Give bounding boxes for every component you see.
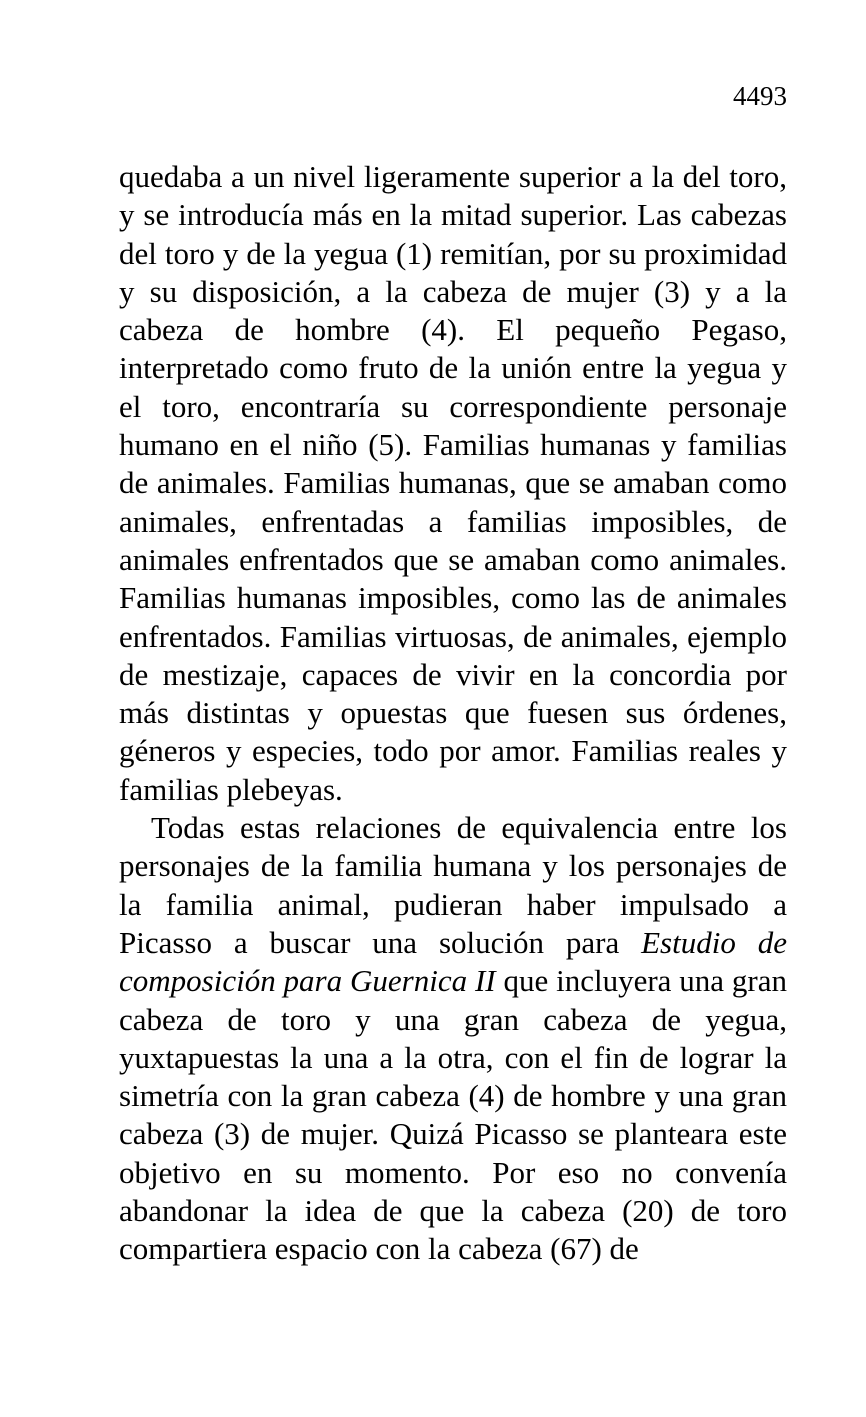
paragraph-1: quedaba a un nivel ligeramente superior a la del toro, y se introducía más en la mitad superior. Las cabezas del toro y de la yegua (1) remitían, por su proximidad y su disposición, a la cabeza de mujer (3) y a la cabeza de hombre (4). El pequeño Pegaso, interpretado como fruto de la unión entre la yegua y el toro, encontraría su correspondiente personaje humano en el niño (5). Familias humanas y familias de animales. Familias humanas, que se amaban como animales, enfrentadas a familias imposibles, de animales enfrentados que se amaban como animales. Familias humanas imposibles, como las de animales enfrentados. Familias virtuosas, de animales, ejemplo de mestizaje, capaces de vivir en la concordia por más distintas y opuestas que fuesen sus órdenes, géneros y especies, todo por amor. Familias reales y familias plebeyas. (119, 159, 787, 807)
page-number: 4493 (733, 81, 787, 111)
body-text (119, 158, 787, 1269)
paragraph-2-text-end: que incluyera una gran cabeza de toro y una gran cabeza de yegua, yuxtapuestas la una a la otra, con el fin de lograr la simetría con la gran cabeza (4) de hombre y una gran cabeza (3) de mujer. Quizá Picasso se planteara este objetivo en su momento. Por eso no convenía abandonar la idea de que la cabeza (20) de toro compartiera espacio con la cabeza (67) de (119, 963, 787, 1267)
artwork-title: Estudio de composición para Guernica II (119, 924, 787, 999)
paragraph-2 (119, 809, 787, 1269)
paragraph-2-text-start: Todas estas relaciones de equivalencia entre los personajes de la familia humana y los personajes de la familia animal, pudieran haber impulsado a Picasso a buscar una solución para (119, 810, 787, 960)
